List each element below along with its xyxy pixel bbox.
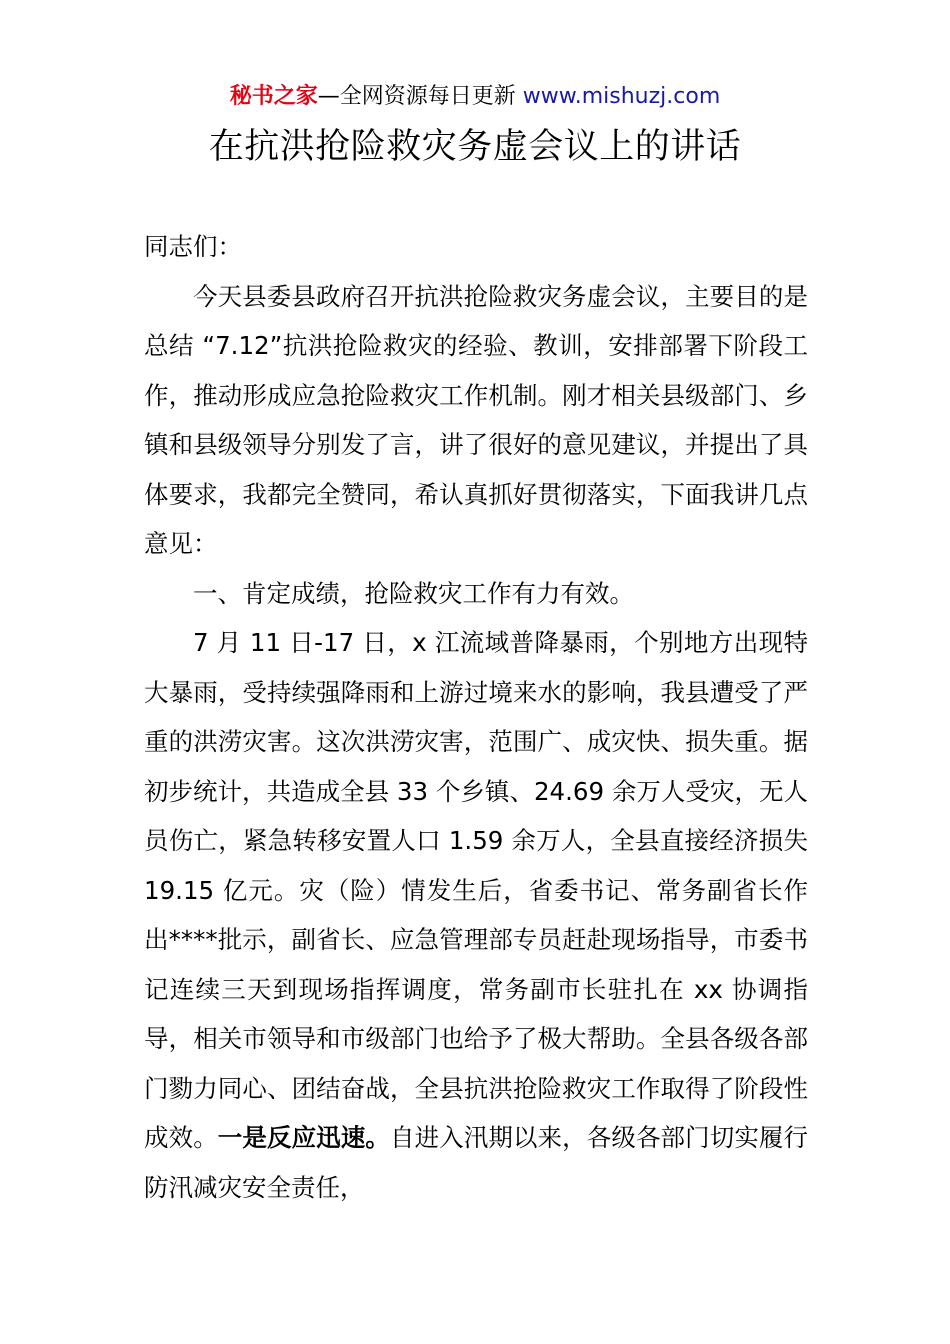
greeting: 同志们： xyxy=(144,232,242,261)
paragraph-section1 xyxy=(144,618,808,1212)
paragraph-intro: 今天县委县政府召开抗洪抢险救灾务虚会议，主要目的是总结 “7.12”抗洪抢险救灾的经验、教训，安排部署下阶段工作，推动形成应急抢险救灾工作机制。刚才相关县级部门、乡镇和县级领导分别发了言，讲了很好的意见建议，并提出了具体要求，我都完全赞同，希认真抓好贯彻落实，下面我讲几点意见： xyxy=(144,281,808,558)
bold-point-1: 一是反应迅速。 xyxy=(217,1123,390,1152)
document-title: 在抗洪抢险救灾务虚会议上的讲话 xyxy=(208,127,742,167)
site-header xyxy=(0,82,950,112)
section-heading-1: 一、肯定成绩，抢险救灾工作有力有效。 xyxy=(193,578,634,608)
document-body xyxy=(144,222,808,1212)
paragraph-section1-text: 7 月 11 日-17 日，x 江流域普降暴雨，个别地方出现特大暴雨，受持续强降雨和上游过境来水的影响，我县遭受了严重的洪涝灾害。这次洪涝灾害，范围广、成灾快、损失重。据初步统计，共造成全县 33 个乡镇、24.69 余万人受灾，无人员伤亡，紧急转移安置人口 1.59 余万人，全县直接经济损失 19.15 亿元。灾（险）情发生后，省委书记、常务副省长作出****批示，副省长、应急管理部专员赶赴现场指导，市委书记连续三天到现场指挥调度，常务副市长驻扎在 xx 协调指导，相关市领导和市级部门也给予了极大帮助。全县各级各部门勠力同心、团结奋战，全县抗洪抢险救灾工作取得了阶段性成效。 xyxy=(144,628,808,1152)
site-name: 秘书之家 xyxy=(229,84,318,109)
site-url-link[interactable]: www.mishuzj.com xyxy=(522,84,721,109)
paragraph-section1-continued: 自进入汛期以来，各级各部门切实履行防汛减灾安全责任， xyxy=(144,1123,809,1202)
site-tagline: —全网资源每日更新 xyxy=(317,84,523,109)
